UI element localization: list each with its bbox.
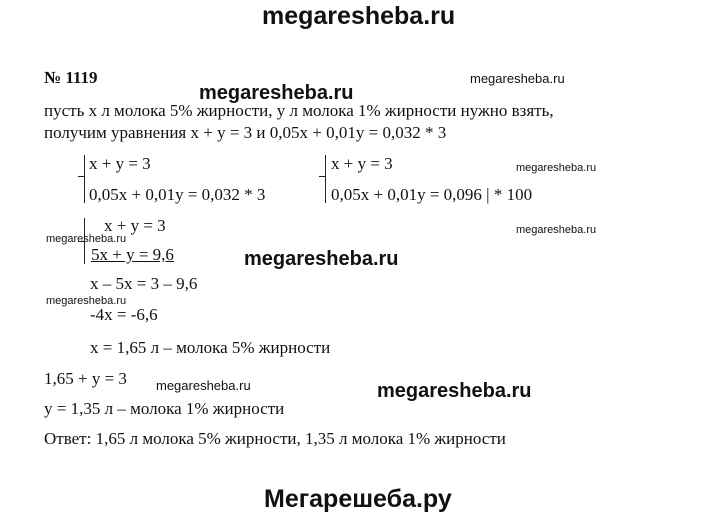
brace-tip — [319, 176, 325, 177]
system-brace — [325, 155, 326, 203]
equation: х + у = 3 — [331, 154, 393, 173]
solution-step: у = 1,35 л – молока 1% жирности — [44, 399, 285, 418]
solution-step: х – 5х = 3 – 9,6 — [90, 274, 198, 293]
system-brace — [84, 155, 85, 203]
site-header: megaresheba.ru — [262, 2, 456, 30]
problem-text-line: получим уравнения х + у = 3 и 0,05х + 0,01у = 0,032 * 3 — [44, 123, 447, 142]
watermark: megaresheba.ru — [244, 248, 399, 270]
problem-text-line: пусть х л молока 5% жирности, у л молока 1% жирности нужно взять, — [44, 101, 554, 120]
watermark: megaresheba.ru — [377, 380, 532, 402]
solution-step: х = 1,65 л – молока 5% жирности — [90, 338, 331, 357]
site-footer: Мегарешеба.ру — [264, 485, 452, 513]
watermark: megaresheba.ru — [199, 82, 354, 104]
system-brace — [84, 218, 85, 264]
watermark: megaresheba.ru — [516, 162, 597, 174]
equation: 0,05х + 0,01у = 0,032 * 3 — [89, 185, 266, 204]
watermark: megaresheba.ru — [46, 295, 127, 307]
equation: 0,05х + 0,01у = 0,096 | * 100 — [331, 185, 533, 204]
brace-tip — [78, 241, 84, 242]
equation: 5х + у = 9,6 — [91, 245, 174, 264]
equation: х + у = 3 — [89, 154, 151, 173]
solution-step: 1,65 + у = 3 — [44, 369, 127, 388]
equation: х + у = 3 — [104, 216, 166, 235]
problem-number: № 1119 — [44, 68, 98, 87]
watermark: megaresheba.ru — [470, 71, 565, 86]
watermark: megaresheba.ru — [156, 378, 251, 393]
watermark: megaresheba.ru — [516, 224, 597, 236]
solution-step: -4х = -6,6 — [90, 305, 158, 324]
brace-tip — [78, 176, 84, 177]
watermark: megaresheba.ru — [46, 233, 127, 245]
answer-line: Ответ: 1,65 л молока 5% жирности, 1,35 л молока 1% жирности — [44, 429, 506, 448]
